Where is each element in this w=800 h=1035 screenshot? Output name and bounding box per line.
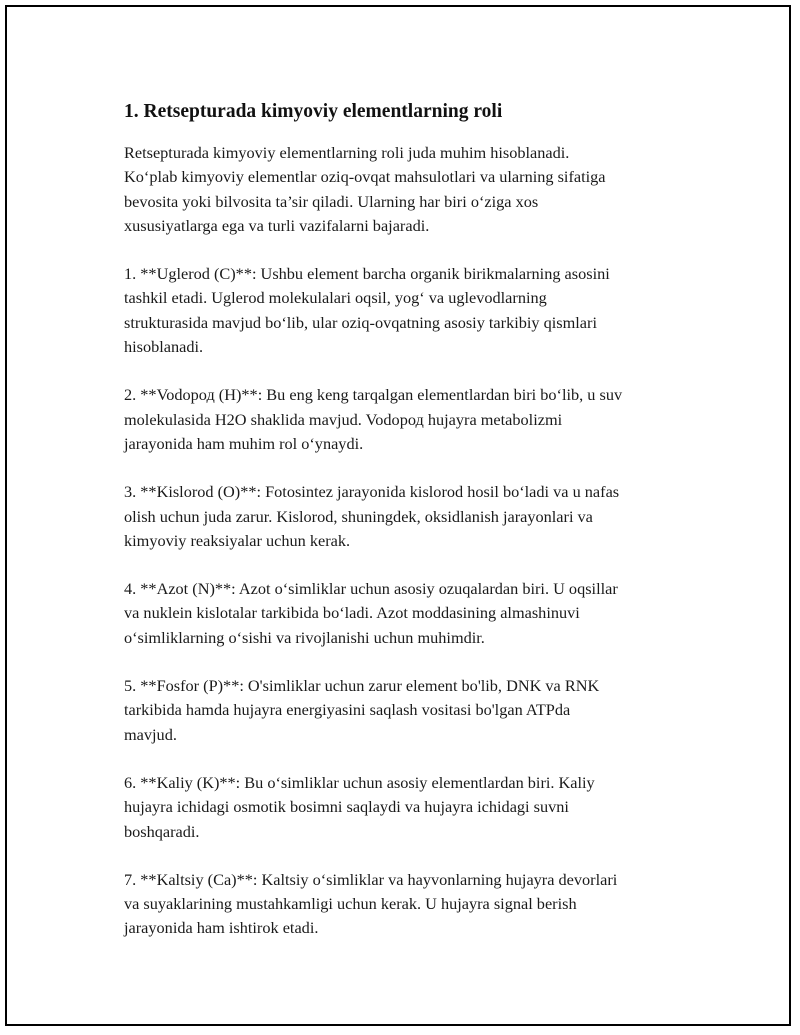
element-paragraph-phosphorus: 5. **Fosfor (P)**: O'simliklar uchun zarur element bo'lib, DNK va RNK tarkibida hamda hujayra energiyasini saqlash vositasi bo'lgan ATPda mavjud. <box>124 676 600 744</box>
page-frame <box>5 5 791 1026</box>
element-paragraph-nitrogen: 4. **Azot (N)**: Azot o‘simliklar uchun asosiy ozuqalardan biri. U oqsillar va nuklein kislotalar tarkibida bo‘ladi. Azot moddasining almashinuvi o‘simliklarning o‘sishi va rivojlanishi uchun muhimdir. <box>124 579 618 647</box>
element-paragraph-potassium: 6. **Kaliy (K)**: Bu o‘simliklar uchun asosiy elementlardan biri. Kaliy hujayra ichidagi osmotik bosimni saqlaydi va hujayra ichidagi suvni boshqaradi. <box>124 772 595 841</box>
document-body <box>124 97 704 965</box>
page-title: 1. Retsepturada kimyoviy elementlarning roli <box>124 101 503 122</box>
element-paragraph-oxygen: 3. **Kislorod (O)**: Fotosintez jarayonida kislorod hosil bo‘ladi va u nafas olish uchun juda zarur. Kislorod, shuningdek, oksidlanish jarayonlari va kimyoviy reaksiyalar uchun kerak. <box>124 482 620 550</box>
element-paragraph-calcium: 7. **Kaltsiy (Ca)**: Kaltsiy o‘simliklar va hayvonlarning hujayra devorlari va suyaklarining mustahkamligi uchun kerak. U hujayra signal berish jarayonida ham ishtirok etadi. <box>124 869 618 938</box>
intro-paragraph: Retsepturada kimyoviy elementlarning roli juda muhim hisoblanadi. Ko‘plab kimyoviy elementlar oziq-ovqat mahsulotlari va ularning sifatiga bevosita yoki bilvosita ta’sir qiladi. Ularning har biri o‘ziga xos xususiyatlarga ega va turli vazifalarni bajaradi. <box>124 143 606 235</box>
element-paragraph-carbon: 1. **Uglerod (C)**: Ushbu element barcha organik birikmalarning asosini tashkil etadi. Uglerod molekulalari oqsil, yog‘ va uglevodlarning strukturasida mavjud bo‘lib, ular oziq-ovqatning asosiy tarkibiy qismlari hisoblanadi. <box>124 264 610 357</box>
element-paragraph-hydrogen: 2. **Vodoрод (H)**: Bu eng keng tarqalgan elementlardan biri bo‘lib, u suv molekulasida H2O shaklida mavjud. Vodoрод hujayra metabolizmi jarayonida ham muhim rol o‘ynaydi. <box>124 385 623 453</box>
